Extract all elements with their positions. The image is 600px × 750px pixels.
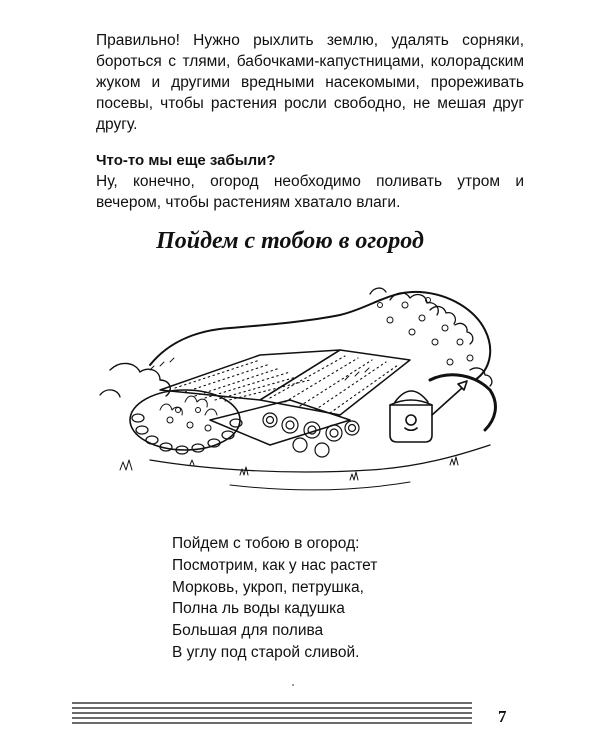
poem-line: В углу под старой сливой. [172, 643, 360, 661]
poem-line: Большая для полива [172, 622, 324, 640]
poem-line: Посмотрим, как у нас растет [172, 556, 378, 574]
page-number: 7 [498, 707, 507, 726]
poem [172, 533, 377, 664]
answer-paragraph [96, 171, 524, 213]
footer-rules [72, 700, 472, 724]
poem-line: Пойдем с тобою в огород: [172, 535, 360, 552]
print-speck [292, 684, 294, 686]
poem-line: Полна ль воды кадушка [172, 600, 345, 618]
intro-paragraph: Правильно! Нужно рыхлить землю, удалять сорняки, бороться с тлями, бабочками-капустницами, колорадским жуком и другими вредными насекомыми, прореживать посевы, чтобы растения росли свободно, не мешая друг другу. [96, 32, 524, 133]
poem-line: Морковь, укроп, петрушка, [172, 578, 364, 596]
poem-heading: Пойдем с тобою в огород [156, 228, 424, 254]
garden-illustration [90, 270, 510, 505]
answer-text: Ну, конечно, огород необходимо поливать утром и вечером, чтобы растениям хватало влаги. [96, 173, 524, 211]
question-line: Что-то мы еще забыли? [96, 152, 276, 169]
